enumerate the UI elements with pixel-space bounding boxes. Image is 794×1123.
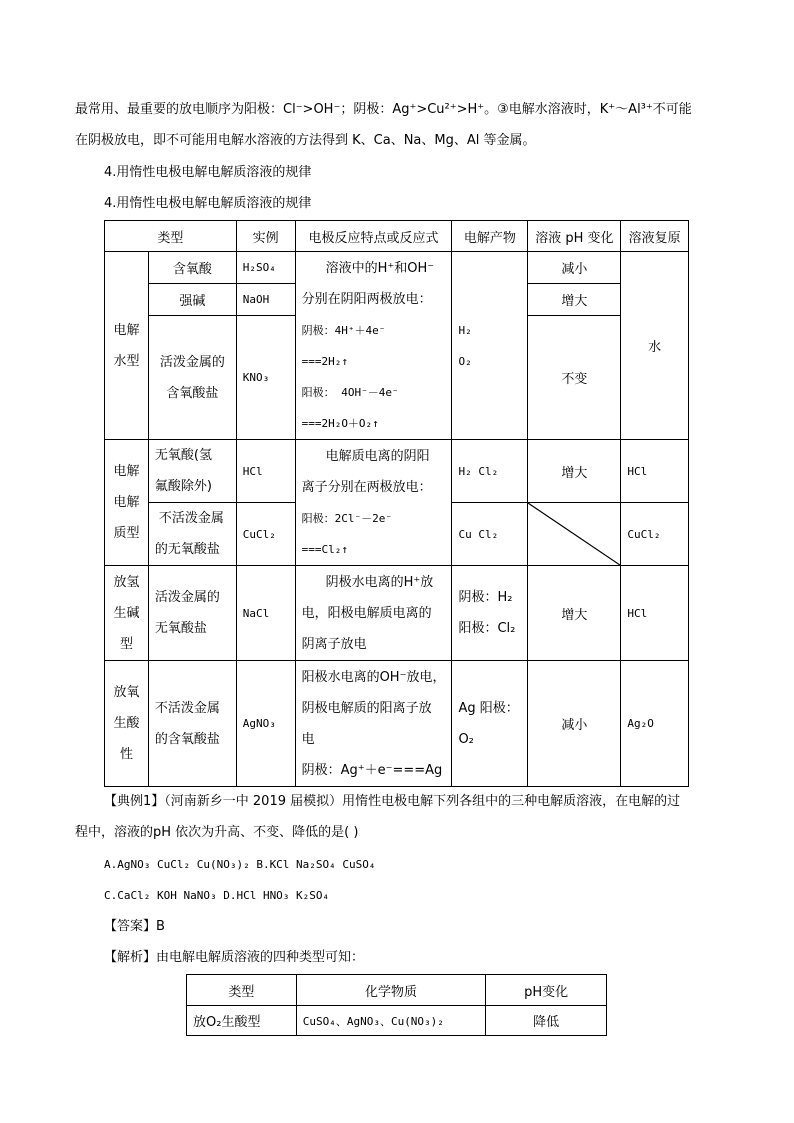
- summary-header-type: 类型: [187, 975, 297, 1006]
- answer-line: 【答案】B: [104, 919, 165, 934]
- product-water: H₂ O₂: [452, 252, 528, 440]
- option-a-b: A.AgNO₃ CuCl₂ Cu(NO₃)₂ B.KCl Na₂SO₄ CuSO₄: [104, 858, 376, 871]
- header-reaction: 电极反应特点或反应式: [295, 221, 452, 252]
- subtype-oxygen-free-acid: 无氧酸(氢 氟酸除外): [148, 440, 236, 503]
- example-kno3: KNO₃: [236, 316, 295, 440]
- example-agno3: AgNO₃: [236, 661, 295, 787]
- reaction-nacl: 阴极水电离的H⁺放 电，阳极电解质电离的 阴离子放电: [295, 566, 452, 661]
- option-c-d: C.CaCl₂ KOH NaNO₃ D.HCl HNO₃ K₂SO₄: [104, 889, 330, 902]
- type-hydrogen-base: 放氢 生碱 型: [105, 566, 149, 661]
- summary-header-ph: pH变化: [486, 975, 607, 1006]
- header-example: 实例: [236, 221, 295, 252]
- table-row: [187, 1006, 607, 1036]
- table-row: [105, 661, 689, 787]
- example-question-line-2: 程中，溶液的pH 依次为升高、不变、降低的是( ): [75, 825, 359, 840]
- restore-hcl: HCl: [621, 440, 689, 503]
- subtype-oxyacid: 含氧酸: [148, 252, 236, 284]
- subtype-inactive-oxysalt: 不活泼金属 的含氧酸盐: [148, 661, 236, 787]
- section-heading: 4.用惰性电极电解电解质溶液的规律: [104, 165, 312, 180]
- product-agno3: Ag 阳极： O₂: [452, 661, 528, 787]
- table-row: [105, 566, 689, 661]
- reaction-electrolyte: 电解质电离的阴阳 离子分别在两极放电： 阳极：2Cl⁻－2e⁻ ===Cl₂↑: [295, 440, 452, 566]
- reaction-water: 溶液中的H⁺和OH⁻ 分别在阴阳两极放电： 阴极：4H⁺＋4e⁻ ===2H₂↑ 阳极： 4OH⁻－4e⁻ ===2H₂O＋O₂↑: [295, 252, 452, 440]
- section-heading-repeat: 4.用惰性电极电解电解质溶液的规律: [104, 196, 312, 211]
- restore-water: 水: [621, 252, 689, 440]
- analysis-line: 【解析】由电解电解质溶液的四种类型可知：: [104, 950, 365, 965]
- example-naoh: NaOH: [236, 284, 295, 316]
- summary-type: 放O₂生酸型: [187, 1006, 297, 1036]
- restore-nacl: HCl: [621, 566, 689, 661]
- example-question-line-1: 【典例1】（河南新乡一中 2019 届模拟）用惰性电极电解下列各组中的三种电解质溶液，在电解的过: [104, 794, 681, 809]
- example-nacl: NaCl: [236, 566, 295, 661]
- subtype-inactive-salt: 不活泼金属 的无氧酸盐: [148, 503, 236, 566]
- example-h2so4: H₂SO₄: [236, 252, 295, 284]
- example-cucl2: CuCl₂: [236, 503, 295, 566]
- product-nacl: 阴极：H₂ 阳极：Cl₂: [452, 566, 528, 661]
- intro-line-2: 在阴极放电，即不可能用电解水溶液的方法得到 K、Ca、Na、Mg、Al 等金属。: [75, 133, 536, 148]
- ph-decrease-agno3: 减小: [528, 661, 621, 787]
- restore-ag2o: Ag₂O: [621, 661, 689, 787]
- ph-unchanged: 不变: [528, 316, 621, 440]
- ph-decrease: 减小: [528, 252, 621, 284]
- table-row: [105, 440, 689, 503]
- subtype-strong-base: 强碱: [148, 284, 236, 316]
- product-h2-cl2: H₂ Cl₂: [452, 440, 528, 503]
- type-electrolyte-electrolysis: 电解 电解 质型: [105, 440, 149, 566]
- ph-not-applicable-cell: [528, 503, 621, 566]
- diagonal-slash: [528, 503, 620, 565]
- summary-header-substance: 化学物质: [296, 975, 486, 1006]
- product-cu-cl2: Cu Cl₂: [452, 503, 528, 566]
- header-restore: 溶液复原: [621, 221, 689, 252]
- electrolysis-rules-table: [104, 220, 689, 787]
- type-oxygen-acid: 放氧 生酸 性: [105, 661, 149, 787]
- restore-cucl2: CuCl₂: [621, 503, 689, 566]
- ph-increase-hcl: 增大: [528, 440, 621, 503]
- summary-ph: 降低: [486, 1006, 607, 1036]
- header-ph-change: 溶液 pH 变化: [528, 221, 621, 252]
- header-type: 类型: [105, 221, 237, 252]
- type-water-electrolysis: 电解 水型: [105, 252, 149, 440]
- intro-line-1: 最常用、最重要的放电顺序为阳极：Cl⁻>OH⁻；阴极：Ag⁺>Cu²⁺>H⁺。③电解水溶液时，K⁺～Al³⁺不可能: [75, 102, 692, 117]
- ph-increase: 增大: [528, 284, 621, 316]
- header-product: 电解产物: [452, 221, 528, 252]
- summary-header-row: [187, 975, 607, 1006]
- summary-table: [186, 974, 607, 1036]
- subtype-active-oxysalt: 活泼金属的 含氧酸盐: [148, 316, 236, 440]
- table-header-row: [105, 221, 689, 252]
- reaction-agno3: 阳极水电离的OH⁻放电， 阴极电解质的阳离子放 电 阴极：Ag⁺＋e⁻===Ag: [295, 661, 452, 787]
- subtype-active-salt: 活泼金属的 无氧酸盐: [148, 566, 236, 661]
- example-hcl: HCl: [236, 440, 295, 503]
- summary-substances: CuSO₄、AgNO₃、Cu(NO₃)₂: [296, 1006, 486, 1036]
- ph-increase-nacl: 增大: [528, 566, 621, 661]
- table-row: [105, 252, 689, 284]
